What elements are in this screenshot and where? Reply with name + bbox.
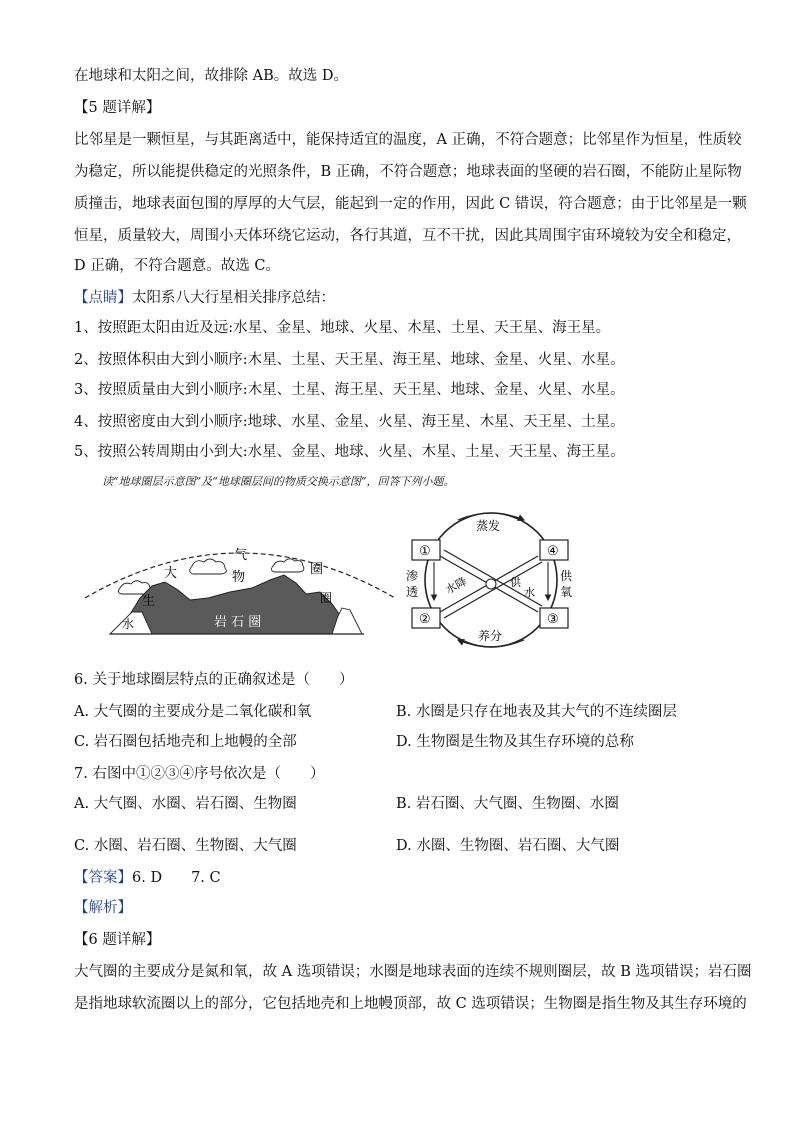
label-supply-a: 供	[510, 576, 521, 589]
question-6-stem: 6. 关于地球圈层特点的正确叙述是（ ）	[74, 672, 354, 688]
label-sheng: 生	[142, 594, 156, 609]
q6-option-a: A. 大气圈的主要成分是二氧化碳和氧	[74, 704, 312, 720]
earth-spheres-diagram	[80, 528, 400, 640]
label-qi: 气	[234, 548, 248, 563]
label-quan-hydro: 圈	[320, 591, 333, 605]
text-line: 为稳定，所以能提供稳定的光照条件，B 正确，不符合题意；地球表面的坚硬的岩石圈，不能防止星际物	[74, 164, 742, 180]
label-quan-atmosphere: 圈	[310, 562, 324, 577]
label-nutrients: 养分	[478, 629, 503, 643]
tip-text: 太阳系八大行星相关排序总结：	[132, 290, 335, 306]
q7-option-c: C. 水圈、岩石圈、生物圈、大气圈	[74, 838, 297, 854]
label-shui: 水	[122, 617, 135, 631]
q7-option-a: A. 大气圈、水圈、岩石圈、生物圈	[74, 796, 297, 812]
q7-option-b: B. 岩石圈、大气圈、生物圈、水圈	[396, 796, 619, 812]
list-item: 3、按照质量由大到小顺序:木星、土星、海王星、天王星、地球、金星、火星、水星。	[74, 382, 625, 398]
text-line: D 正确，不符合题意。故选 C。	[74, 258, 280, 274]
q6-option-d: D. 生物圈是生物及其生存环境的总称	[396, 734, 634, 750]
label-da: 大	[164, 566, 178, 581]
q6-option-b: B. 水圈是只存在地表及其大气的不连续圈层	[396, 704, 677, 720]
analysis-tag: 【解析】	[74, 900, 132, 916]
text-line: 恒星，质量较大，周围小天体环绕它运动，各行其道，互不干扰，因此其周围宇宙环境较为安全和稳定，	[74, 228, 741, 244]
answer-line	[74, 868, 221, 888]
label-lithosphere: 岩 石 圈	[214, 615, 262, 630]
label-evaporation: 蒸发	[476, 519, 501, 533]
box-4-label: ④	[547, 544, 559, 559]
tip-tag: 【点睛】	[74, 290, 132, 306]
sphere-exchange-diagram	[400, 500, 600, 662]
label-precipitation: 水降	[443, 574, 469, 597]
text-line: 质撞击，地球表面包围的厚厚的大气层，能起到一定的作用，因此 C 错误，符合题意；由于比邻星是一颗	[74, 196, 747, 212]
question-7-stem: 7. 右图中①②③④序号依次是（ ）	[74, 766, 325, 782]
box-3-label: ③	[547, 612, 559, 627]
figure-caption: 读“地球圈层示意图”及“地球圈层间的物质交换示意图”，回答下列小题。	[102, 475, 455, 488]
section-heading-q6: 【6 题详解】	[74, 932, 161, 948]
text-line: 是指地球软流圈以上的部分，它包括地壳和上地幔顶部，故 C 选项错误；生物圈是指生物及其生存环境的	[74, 996, 747, 1012]
label-supply-b: 水	[524, 586, 535, 599]
label-tou: 透	[406, 585, 419, 599]
label-yang: 氧	[560, 585, 573, 599]
text-line: 比邻星是一颗恒星，与其距离适中，能保持适宜的温度，A 正确，不符合题意；比邻星作为恒星，性质较	[74, 132, 742, 148]
section-heading-q5: 【5 题详解】	[74, 100, 161, 116]
box-2-label: ②	[419, 612, 431, 627]
q7-option-d: D. 水圈、生物圈、岩石圈、大气圈	[396, 838, 620, 854]
label-shen: 渗	[406, 569, 419, 583]
tip-line	[74, 288, 335, 308]
label-gong: 供	[560, 569, 573, 583]
list-item: 5、按照公转周期由小到大:水星、金星、地球、火星、木星、土星、天王星、海王星。	[74, 444, 625, 460]
text-line: 大气圈的主要成分是氮和氧，故 A 选项错误；水圈是地球表面的连续不规则圈层，故 B 选项错误；岩石圈	[74, 964, 752, 980]
list-item: 2、按照体积由大到小顺序:木星、土星、天王星、海王星、地球、金星、火星、水星。	[74, 352, 625, 368]
list-item: 1、按照距太阳由近及远:水星、金星、地球、火星、木星、土星、天王星、海王星。	[74, 320, 611, 336]
answer-text: 6. D 7. C	[132, 870, 221, 886]
list-item: 4、按照密度由大到小顺序:地球、水星、金星、火星、海王星、木星、天王星、土星。	[74, 414, 625, 430]
text-line: 在地球和太阳之间，故排除 AB。故选 D。	[74, 68, 348, 84]
label-wu: 物	[232, 570, 246, 585]
answer-tag: 【答案】	[74, 870, 132, 886]
box-1-label: ①	[419, 544, 431, 559]
q6-option-c: C. 岩石圈包括地壳和上地幔的全部	[74, 734, 297, 750]
